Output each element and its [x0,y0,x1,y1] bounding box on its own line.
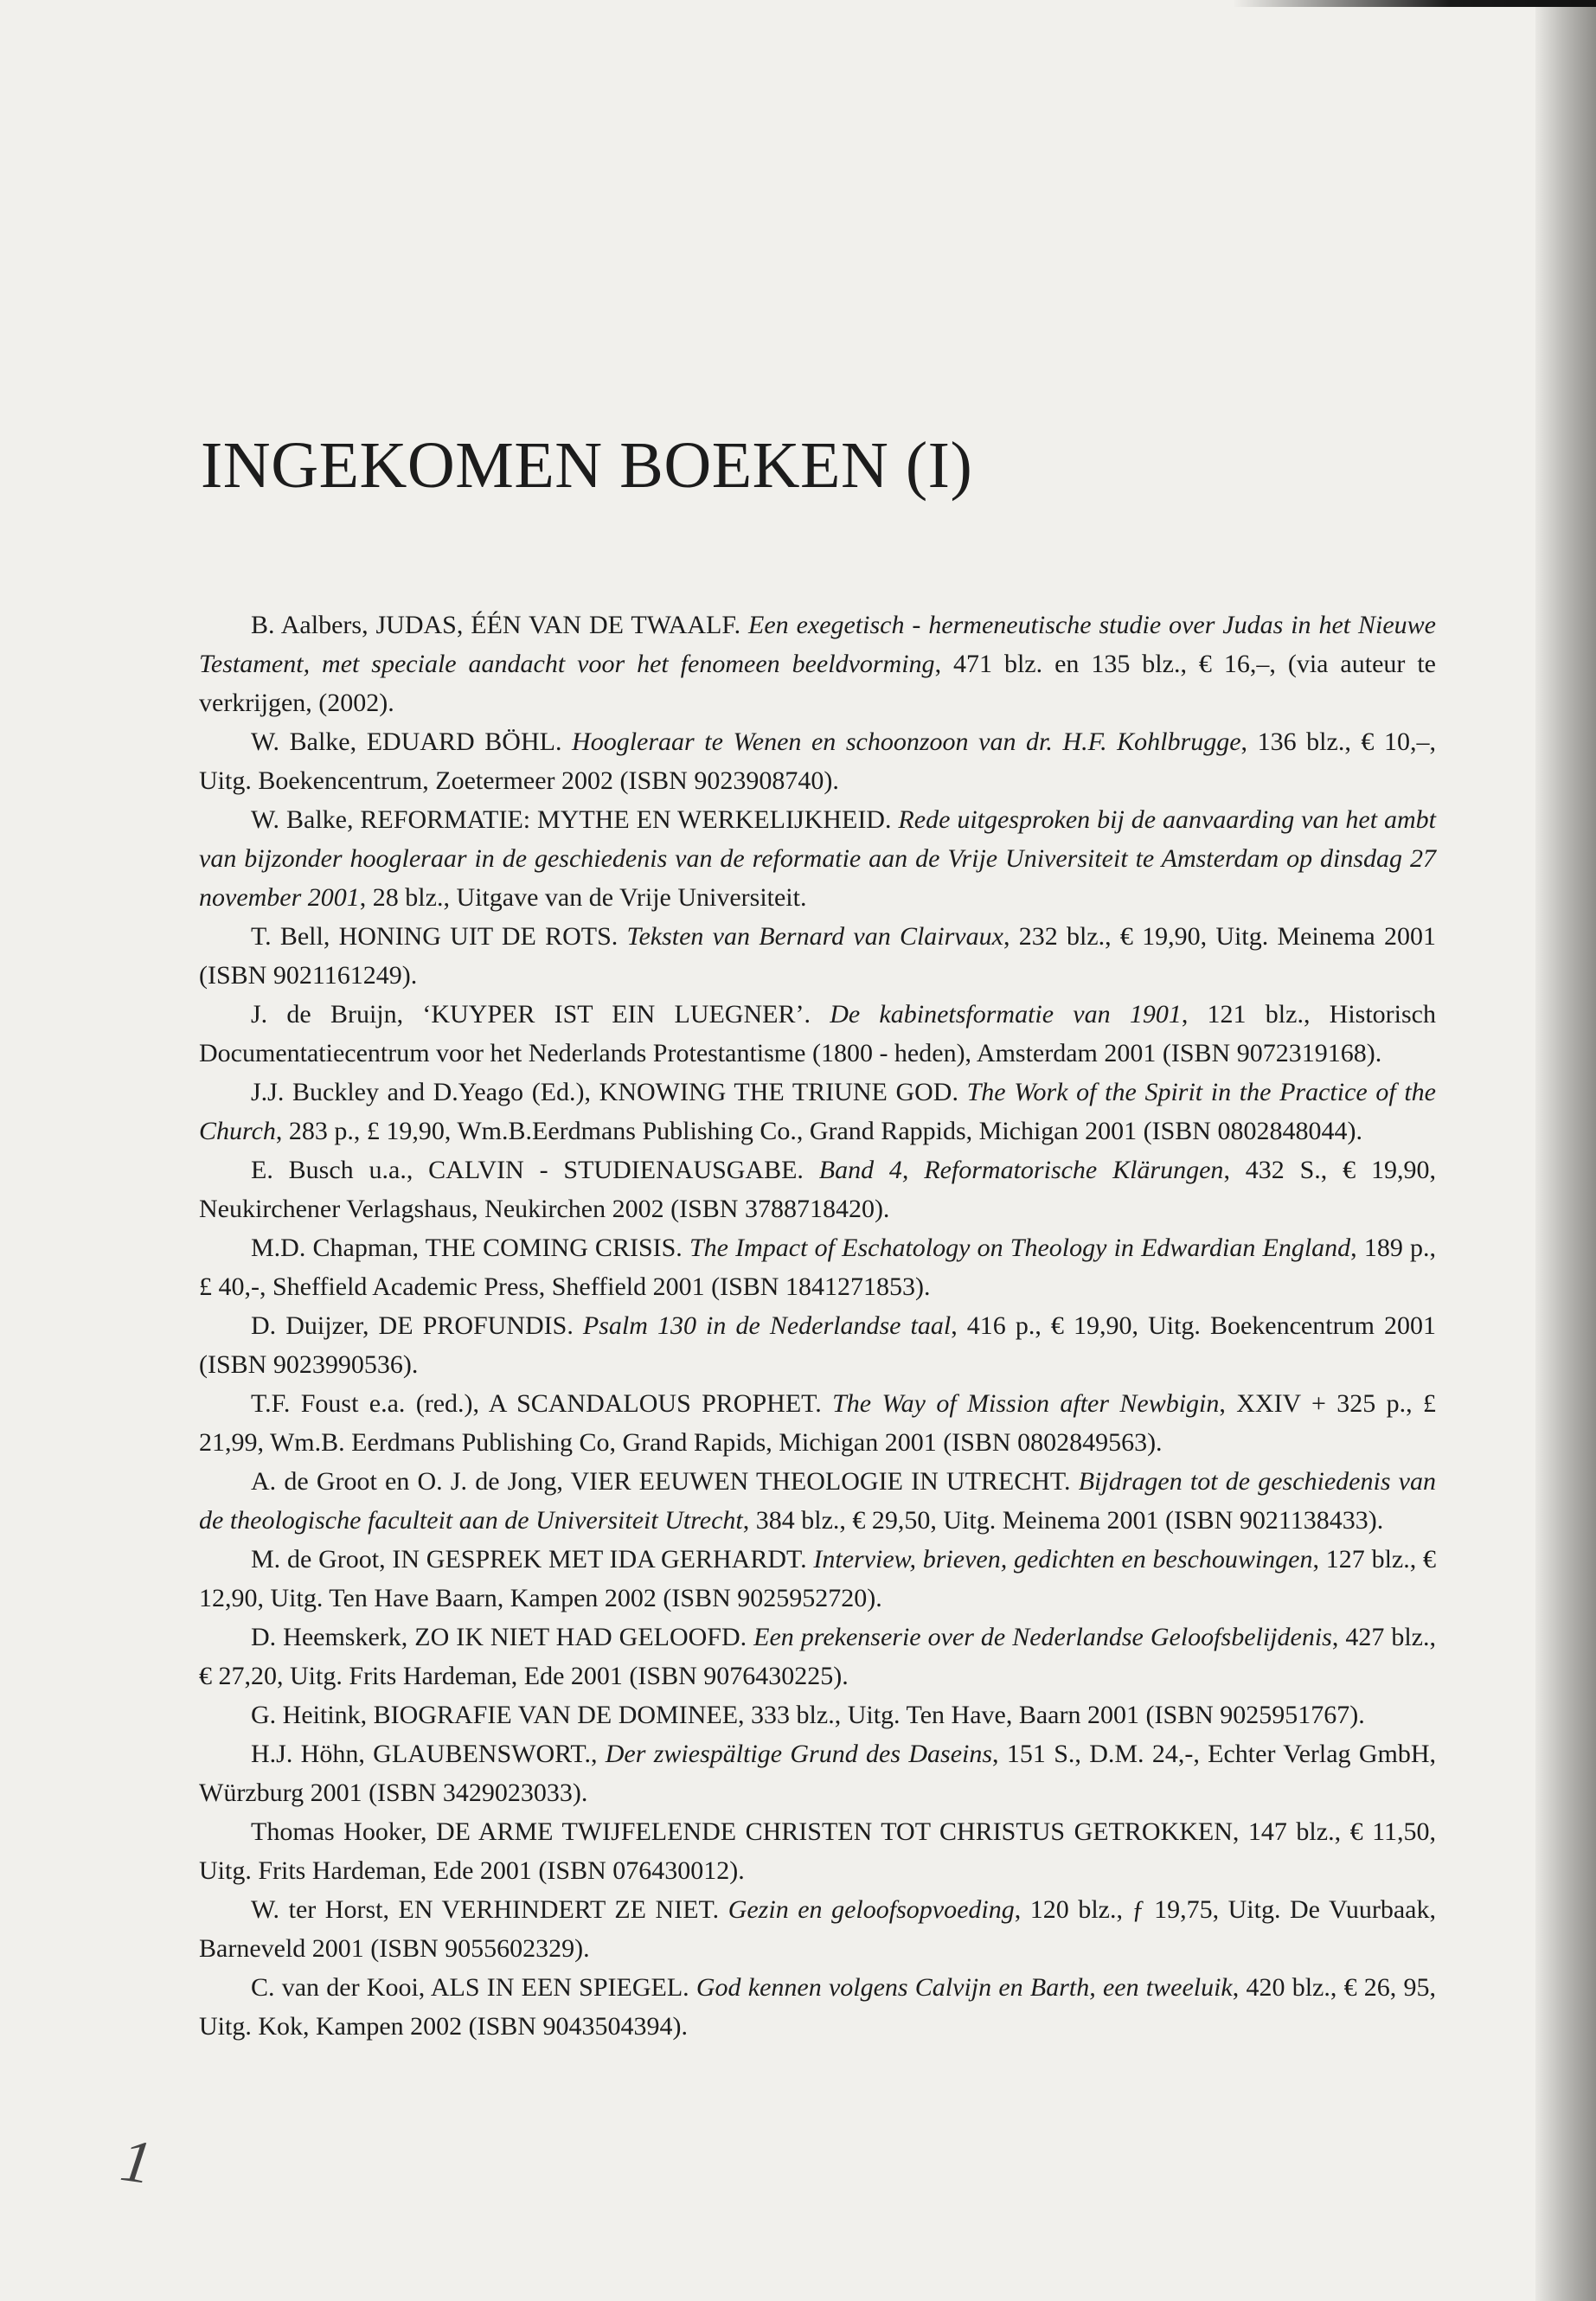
entry-tail-text: , 416 p., € 19,90, Uitg. Boekencentrum 2001 (ISBN 9023990536). [199,1311,1436,1379]
book-entry [199,1073,1436,1150]
page-title: INGEKOMEN BOEKEN (I) [201,429,973,502]
entry-tail-text: , 28 blz., Uitgave van de Vrije Universiteit. [359,883,807,912]
entry-head-text: A. de Groot en O. J. de Jong, VIER EEUWEN THEOLOGIE IN UTRECHT. [251,1467,1079,1496]
book-entry [199,800,1436,917]
entry-work-title: De kabinetsformatie van 1901 [830,1000,1182,1029]
entry-work-title: Der zwiespältige Grund des Daseins [605,1740,993,1768]
entry-tail-text: , 427 blz., € 27,20, Uitg. Frits Hardeman, Ede 2001 (ISBN 9076430225). [199,1623,1436,1690]
entry-tail-text: , 151 S., D.M. 24,-, Echter Verlag GmbH, Würzburg 2001 (ISBN 3429023033). [199,1740,1437,1807]
book-entry [199,1306,1436,1384]
entry-tail-text: , 121 blz., Historisch Documentatiecentrum voor het Nederlands Protestantisme (1800 - heden), Amsterdam 2001 (ISBN 9072319168). [199,1000,1436,1067]
scan-edge-mark [1233,0,1596,7]
entry-tail-text: , 283 p., £ 19,90, Wm.B.Eerdmans Publishing Co., Grand Rappids, Michigan 2001 (ISBN 0802848044). [275,1117,1362,1145]
entry-head-text: T. Bell, HONING UIT DE ROTS. [251,922,627,951]
entry-work-title: Rede uitgesproken bij de aanvaarding van het ambt van bijzonder hoogleraar in de geschiedenis van de reformatie aan de Vrije Universiteit te Amsterdam op dinsdag 27 november 2001 [199,805,1436,912]
entry-tail-text: , 127 blz., € 12,90, Uitg. Ten Have Baarn, Kampen 2002 (ISBN 9025952720). [199,1545,1437,1612]
entry-work-title: Hoogleraar te Wenen en schoonzoon van dr. H.F. Kohlbrugge [572,727,1241,756]
book-entry [199,606,1436,722]
book-list [199,606,1436,2046]
entry-tail-text: , 432 S., € 19,90, Neukirchener Verlagshaus, Neukirchen 2002 (ISBN 3788718420). [199,1156,1436,1223]
entry-tail-text: , 232 blz., € 19,90, Uitg. Meinema 2001 (ISBN 9021161249). [199,922,1436,990]
book-entry [199,1968,1436,2046]
entry-tail-text: , 136 blz., € 10,–, Uitg. Boekencentrum, Zoetermeer 2002 (ISBN 9023908740). [199,727,1437,795]
book-entry [199,722,1436,800]
entry-work-title: The Way of Mission after Newbigin [832,1389,1220,1418]
entry-head-text: D. Duijzer, DE PROFUNDIS. [251,1311,583,1340]
entry-work-title: Gezin en geloofsopvoeding [727,1895,1015,1924]
book-entry [199,1150,1436,1228]
entry-head-text: J.J. Buckley and D.Yeago (Ed.), KNOWING THE TRIUNE GOD. [251,1078,967,1106]
entry-head-text: M.D. Chapman, THE COMING CRISIS. [251,1234,689,1262]
entry-head-text: B. Aalbers, JUDAS, ÉÉN VAN DE TWAALF. [251,611,749,639]
entry-work-title: Interview, brieven, gedichten en beschouwingen [813,1545,1313,1574]
book-entry [199,1384,1436,1462]
entry-head-text: T.F. Foust e.a. (red.), A SCANDALOUS PROPHET. [251,1389,833,1418]
entry-head-text: M. de Groot, IN GESPREK MET IDA GERHARDT. [251,1545,814,1574]
book-entry [199,1618,1436,1695]
entry-work-title: Een prekenserie over de Nederlandse Geloofsbelijdenis [753,1623,1332,1651]
entry-tail-text: , XXIV + 325 p., £ 21,99, Wm.B. Eerdmans Publishing Co, Grand Rapids, Michigan 2001 (ISBN 0802849563). [199,1389,1436,1457]
book-entry [199,1734,1436,1812]
entry-work-title: The Work of the Spirit in the Practice of the Church [199,1078,1436,1145]
entry-tail-text: , 471 blz. en 135 blz., € 16,–, (via auteur te verkrijgen, (2002). [199,650,1436,717]
book-entry [199,1812,1436,1890]
page-gutter-shadow [1535,0,1596,2301]
entry-tail-text: , 120 blz., ƒ 19,75, Uitg. De Vuurbaak, Barneveld 2001 (ISBN 9055602329). [199,1895,1436,1963]
entry-head-text: G. Heitink, BIOGRAFIE VAN DE DOMINEE, 333 blz., Uitg. Ten Have, Baarn 2001 (ISBN 9025951767). [251,1701,1365,1729]
entry-tail-text: , 384 blz., € 29,50, Uitg. Meinema 2001 (ISBN 9021138433). [742,1506,1384,1535]
entry-work-title: God kennen volgens Calvijn en Barth, een tweeluik [695,1973,1233,2002]
entry-head-text: J. de Bruijn, ‘KUYPER IST EIN LUEGNER’. [251,1000,830,1029]
book-entry [199,1462,1436,1540]
entry-work-title: Teksten van Bernard van Clairvaux [626,922,1003,951]
entry-head-text: W. ter Horst, EN VERHINDERT ZE NIET. [251,1895,728,1924]
book-entry [199,995,1436,1073]
entry-tail-text: , 420 blz., € 26, 95, Uitg. Kok, Kampen 2002 (ISBN 9043504394). [199,1973,1437,2041]
entry-work-title: Bijdragen tot de geschiedenis van de theologische faculteit aan de Universiteit Utrecht [199,1467,1436,1535]
entry-head-text: D. Heemskerk, ZO IK NIET HAD GELOOFD. [251,1623,754,1651]
entry-work-title: The Impact of Eschatology on Theology in Edwardian England [689,1234,1351,1262]
book-entry [199,917,1436,995]
book-entry [199,1890,1436,1968]
entry-work-title: Een exegetisch - hermeneutische studie over Judas in het Nieuwe Testament, met speciale aandacht voor het fenomeen beeldvorming [199,611,1436,678]
book-entry [199,1695,1436,1734]
book-entry [199,1228,1436,1306]
entry-work-title: Band 4, Reformatorische Klärungen [818,1156,1224,1184]
entry-head-text: Thomas Hooker, DE ARME TWIJFELENDE CHRISTEN TOT CHRISTUS GETROKKEN, 147 blz., € 11,50, Uitg. Frits Hardeman, Ede 2001 (ISBN 076430012). [199,1817,1436,1885]
book-entry [199,1540,1436,1618]
entry-work-title: Psalm 130 in de Nederlandse taal [582,1311,952,1340]
entry-tail-text: , 189 p., £ 40,-, Sheffield Academic Press, Sheffield 2001 (ISBN 1841271853). [199,1234,1436,1301]
entry-head-text: W. Balke, REFORMATIE: MYTHE EN WERKELIJKHEID. [251,805,899,834]
entry-head-text: W. Balke, EDUARD BÖHL. [251,727,573,756]
handwritten-margin-mark: 1 [116,2126,157,2198]
entry-head-text: E. Busch u.a., CALVIN - STUDIENAUSGABE. [251,1156,819,1184]
entry-head-text: H.J. Höhn, GLAUBENSWORT., [251,1740,606,1768]
entry-head-text: C. van der Kooi, ALS IN EEN SPIEGEL. [251,1973,696,2002]
